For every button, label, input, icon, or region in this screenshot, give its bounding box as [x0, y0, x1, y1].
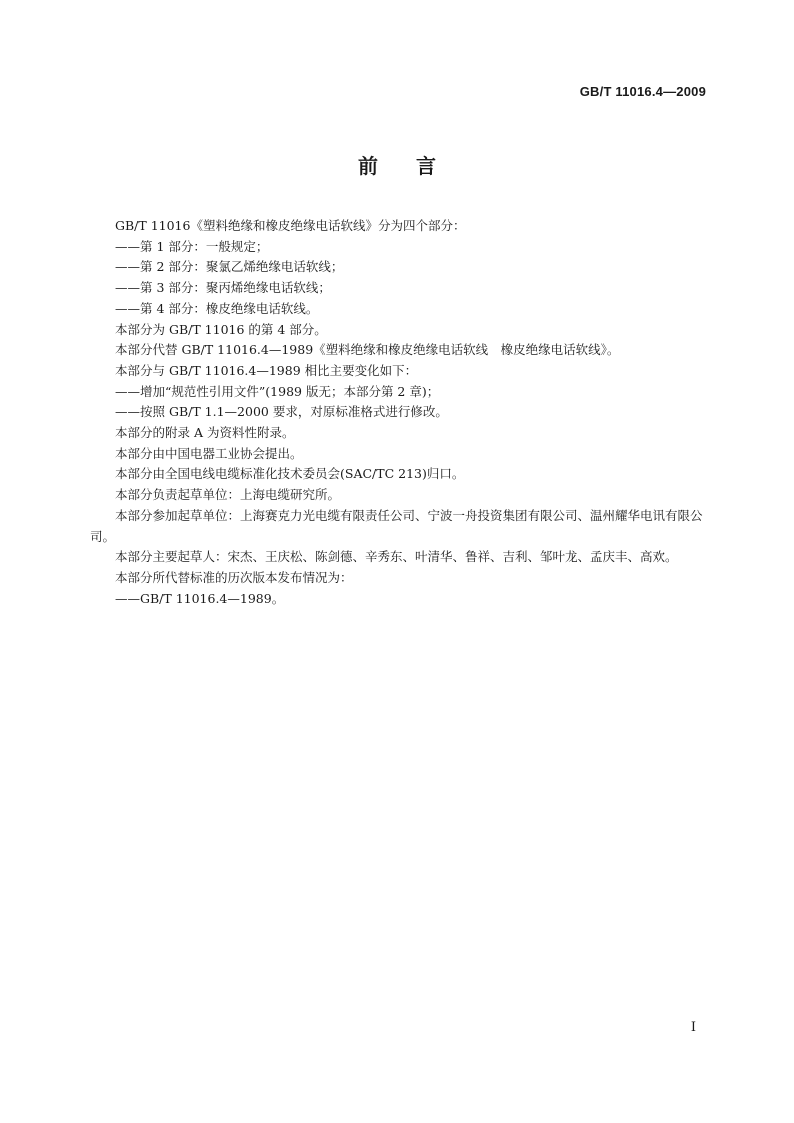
page-number: I: [690, 1020, 696, 1035]
paragraph: 本部分所代替标准的历次版本发布情况为：: [115, 569, 353, 585]
paragraph: 本部分代替 GB/T 11016.4—1989《塑料绝缘和橡皮绝缘电话软线 橡皮绝缘电话软线》。: [115, 342, 620, 358]
paragraph: ——增加“规范性引用文件”(1989 版无；本部分第 2 章)；: [115, 383, 440, 399]
paragraph: ——第 1 部分：一般规定；: [115, 238, 269, 254]
paragraph: 本部分的附录 A 为资料性附录。: [115, 425, 295, 441]
foreword-body: [90, 216, 710, 609]
paragraph: 本部分由全国电线电缆标准化技术委员会(SAC/TC 213)归口。: [115, 466, 465, 482]
paragraph: ——第 2 部分：聚氯乙烯绝缘电话软线；: [115, 259, 344, 275]
paragraph: ——第 3 部分：聚丙烯绝缘电话软线；: [115, 280, 331, 296]
paragraph: 本部分主要起草人：宋杰、王庆松、陈剑德、辛秀东、叶清华、鲁祥、吉利、邹叶龙、孟庆丰、高欢。: [115, 549, 678, 565]
paragraph: 本部分由中国电器工业协会提出。: [115, 445, 303, 461]
standard-number: GB/T 11016.4—2009: [579, 84, 706, 99]
paragraph: ——按照 GB/T 1.1—2000 要求，对原标准格式进行修改。: [115, 404, 448, 420]
paragraph: 本部分负责起草单位：上海电缆研究所。: [115, 487, 341, 503]
paragraph: 本部分参加起草单位：上海赛克力光电缆有限责任公司、宁波一舟投资集团有限公司、温州耀华电讯有限公司。: [90, 507, 703, 544]
paragraph: ——第 4 部分：橡皮绝缘电话软线。: [115, 300, 319, 316]
paragraph: 本部分为 GB/T 11016 的第 4 部分。: [115, 321, 327, 337]
paragraph: ——GB/T 11016.4—1989。: [115, 590, 285, 606]
page-title: 前言: [358, 154, 474, 178]
paragraph: 本部分与 GB/T 11016.4—1989 相比主要变化如下：: [115, 362, 418, 378]
paragraph: GB/T 11016《塑料绝缘和橡皮绝缘电话软线》分为四个部分：: [115, 218, 466, 233]
